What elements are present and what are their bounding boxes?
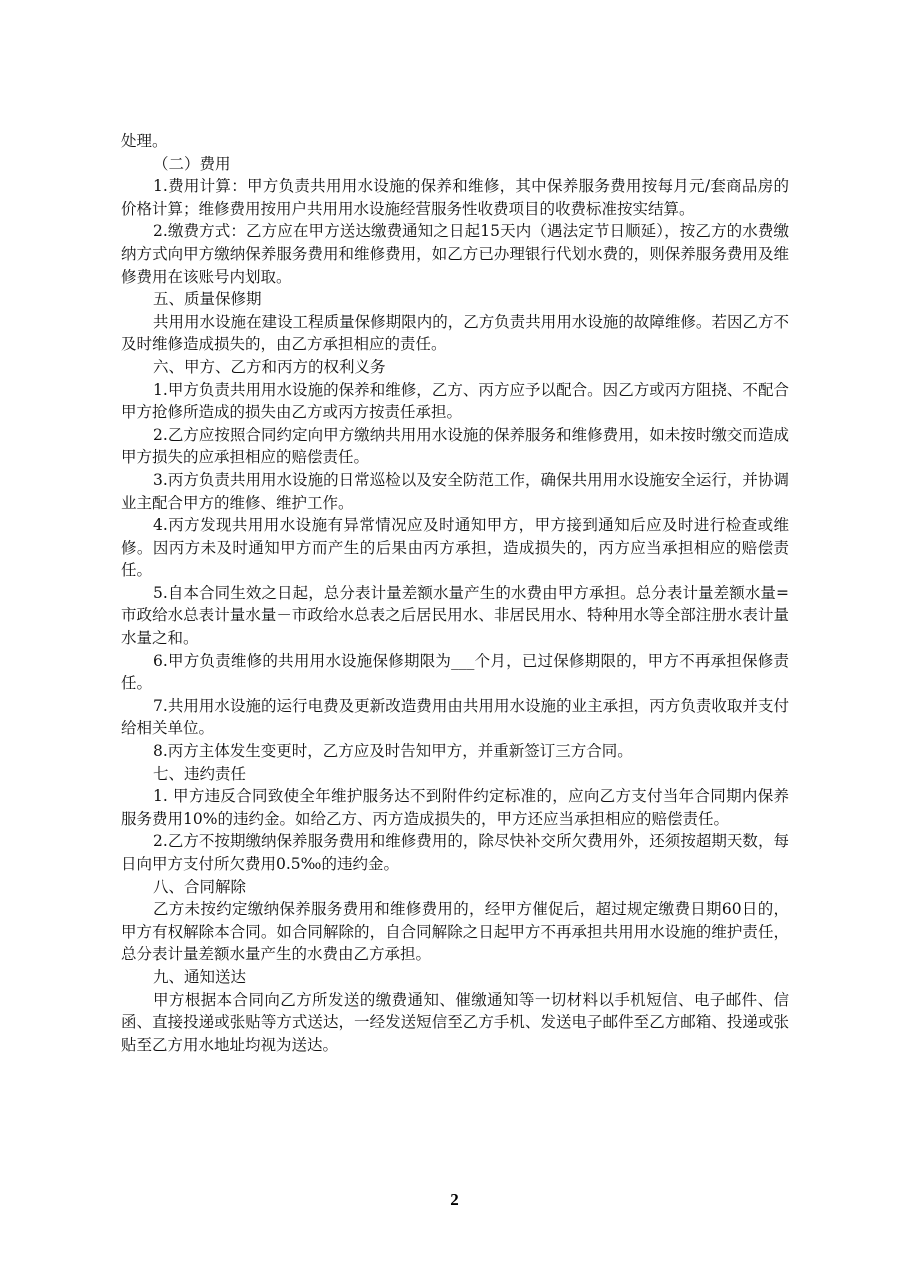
- paragraph: 3.丙方负责共用用水设施的日常巡检以及安全防范工作，确保共用用水设施安全运行，并协调业主配合甲方的维修、维护工作。: [121, 470, 789, 512]
- paragraph: 7.共用用水设施的运行电费及更新改造费用由共用用水设施的业主承担，丙方负责收取并支付给相关单位。: [121, 696, 789, 738]
- paragraph: 2.乙方应按照合同约定向甲方缴纳共用用水设施的保养服务和维修费用，如未按时缴交而造成甲方损失的应承担相应的赔偿责任。: [121, 425, 789, 467]
- paragraph: 2.乙方不按期缴纳保养服务费用和维修费用的，除尽快补交所欠费用外，还须按超期天数，每日向甲方支付所欠费用0.5‰的违约金。: [121, 832, 789, 873]
- paragraph: 八、合同解除: [153, 877, 247, 896]
- document-body: [121, 130, 789, 1056]
- paragraph: 五、质量保修期: [153, 290, 262, 309]
- paragraph: 处理。: [121, 132, 168, 150]
- paragraph: 1.甲方负责共用用水设施的保养和维修，乙方、丙方应予以配合。因乙方或丙方阻挠、不配合甲方抢修所造成的损失由乙方或丙方按责任承担。: [121, 380, 789, 422]
- paragraph: 乙方未按约定缴纳保养服务费用和维修费用的，经甲方催促后，超过规定缴费日期60日的，甲方有权解除本合同。如合同解除的，自合同解除之日起甲方不再承担共用用水设施的维护责任，总分表计量差额水量产生的水费由乙方承担。: [121, 900, 789, 964]
- paragraph: 8.丙方主体发生变更时，乙方应及时告知甲方，并重新签订三方合同。: [153, 742, 633, 761]
- paragraph: 4.丙方发现共用用水设施有异常情况应及时通知甲方，甲方接到通知后应及时进行检查或维修。因丙方未及时通知甲方而产生的后果由丙方承担，造成损失的，丙方应当承担相应的赔偿责任。: [121, 516, 789, 580]
- paragraph: 2.缴费方式：乙方应在甲方送达缴费通知之日起15天内（遇法定节日顺延），按乙方的水费缴纳方式向甲方缴纳保养服务费用和维修费用，如乙方已办理银行代划水费的，则保养服务费用及维修费用在该账号内划取。: [121, 222, 789, 286]
- paragraph: 七、违约责任: [153, 764, 247, 783]
- paragraph: 6.甲方负责维修的共用用水设施保修期限为___个月，已过保修期限的，甲方不再承担保修责任。: [121, 651, 789, 693]
- paragraph: 1.费用计算：甲方负责共用用水设施的保养和维修，其中保养服务费用按每月元/套商品房的价格计算；维修费用按用户共用用水设施经营服务性收费项目的收费标准按实结算。: [121, 177, 789, 218]
- paragraph: （二）费用: [153, 154, 231, 173]
- paragraph: 1. 甲方违反合同致使全年维护服务达不到附件约定标准的，应向乙方支付当年合同期内保养服务费用10%的违约金。如给乙方、丙方造成损失的，甲方还应当承担相应的赔偿责任。: [121, 787, 789, 828]
- paragraph: 5.自本合同生效之日起，总分表计量差额水量产生的水费由甲方承担。总分表计量差额水量=市政给水总表计量水量－市政给水总表之后居民用水、非居民用水、特种用水等全部注册水表计量水量之和。: [121, 583, 789, 648]
- paragraph: 共用用水设施在建设工程质量保修期限内的，乙方负责共用用水设施的故障维修。若因乙方不及时维修造成损失的，由乙方承担相应的责任。: [121, 312, 789, 354]
- paragraph: 甲方根据本合同向乙方所发送的缴费通知、催缴通知等一切材料以手机短信、电子邮件、信函、直接投递或张贴等方式送达，一经发送短信至乙方手机、发送电子邮件至乙方邮箱、投递或张贴至乙方用水地址均视为送达。: [121, 990, 789, 1054]
- paragraph: 九、通知送达: [153, 967, 247, 986]
- page-number: 2: [450, 1190, 459, 1209]
- paragraph: 六、甲方、乙方和丙方的权利义务: [153, 357, 386, 376]
